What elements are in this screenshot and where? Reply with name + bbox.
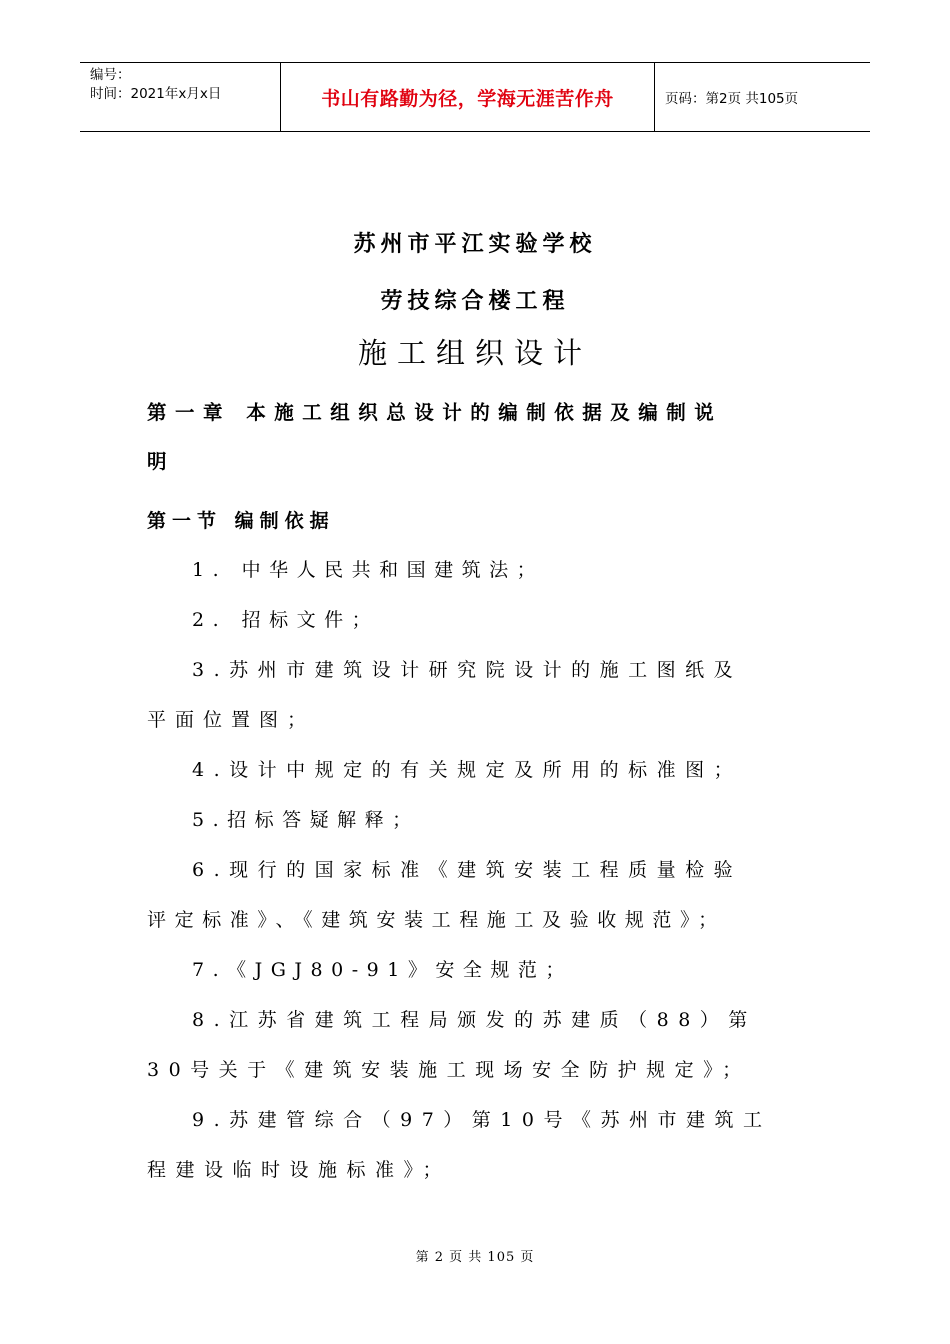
- list-item: 3.苏州市建筑设计研究院设计的施工图纸及: [192, 659, 743, 681]
- header-page-info: 页码：第2页 共105页: [665, 91, 799, 107]
- list-item: 2. 招标文件；: [192, 609, 380, 631]
- list-item: 评定标准》、《建筑安装工程施工及验收规范》；: [147, 909, 726, 931]
- chapter-heading-line2: 明: [147, 450, 176, 473]
- list-item: 4.设计中规定的有关规定及所用的标准图；: [192, 759, 743, 781]
- list-item: 6.现行的国家标准《建筑安装工程质量检验: [192, 859, 743, 881]
- list-item: 9.苏建管综合（97）第10号《苏州市建筑工: [192, 1109, 772, 1131]
- header-motto: 书山有路勤为径，学海无涯苦作舟: [281, 63, 655, 131]
- list-item: 平面位置图；: [147, 709, 316, 731]
- list-item: 程建设临时设施标准》；: [147, 1159, 452, 1181]
- title-document: 施工组织设计: [357, 336, 592, 370]
- header-table: [80, 62, 870, 132]
- list-item: 7.《JGJ80-91》安全规范；: [192, 959, 573, 981]
- list-item: 5.招标答疑解释；: [192, 809, 420, 831]
- header-meta: [80, 63, 281, 131]
- list-item: 8.江苏省建筑工程局颁发的苏建质（88）第: [192, 1009, 757, 1031]
- time-label: 时间：2021年x月x日: [90, 86, 222, 102]
- title-school: 苏州市平江实验学校: [353, 232, 597, 257]
- list-item: 1. 中华人民共和国建筑法；: [192, 559, 545, 581]
- page-footer: 第 2 页 共 105 页: [415, 1250, 535, 1265]
- section-heading: 第一节 编制依据: [147, 510, 335, 532]
- list-item: 30号关于《建筑安装施工现场安全防护规定》；: [147, 1059, 751, 1081]
- title-project: 劳技综合楼工程: [380, 289, 570, 314]
- number-label: 编号：: [90, 67, 131, 83]
- chapter-heading-line1: 第一章 本施工组织总设计的编制依据及编制说: [147, 401, 723, 424]
